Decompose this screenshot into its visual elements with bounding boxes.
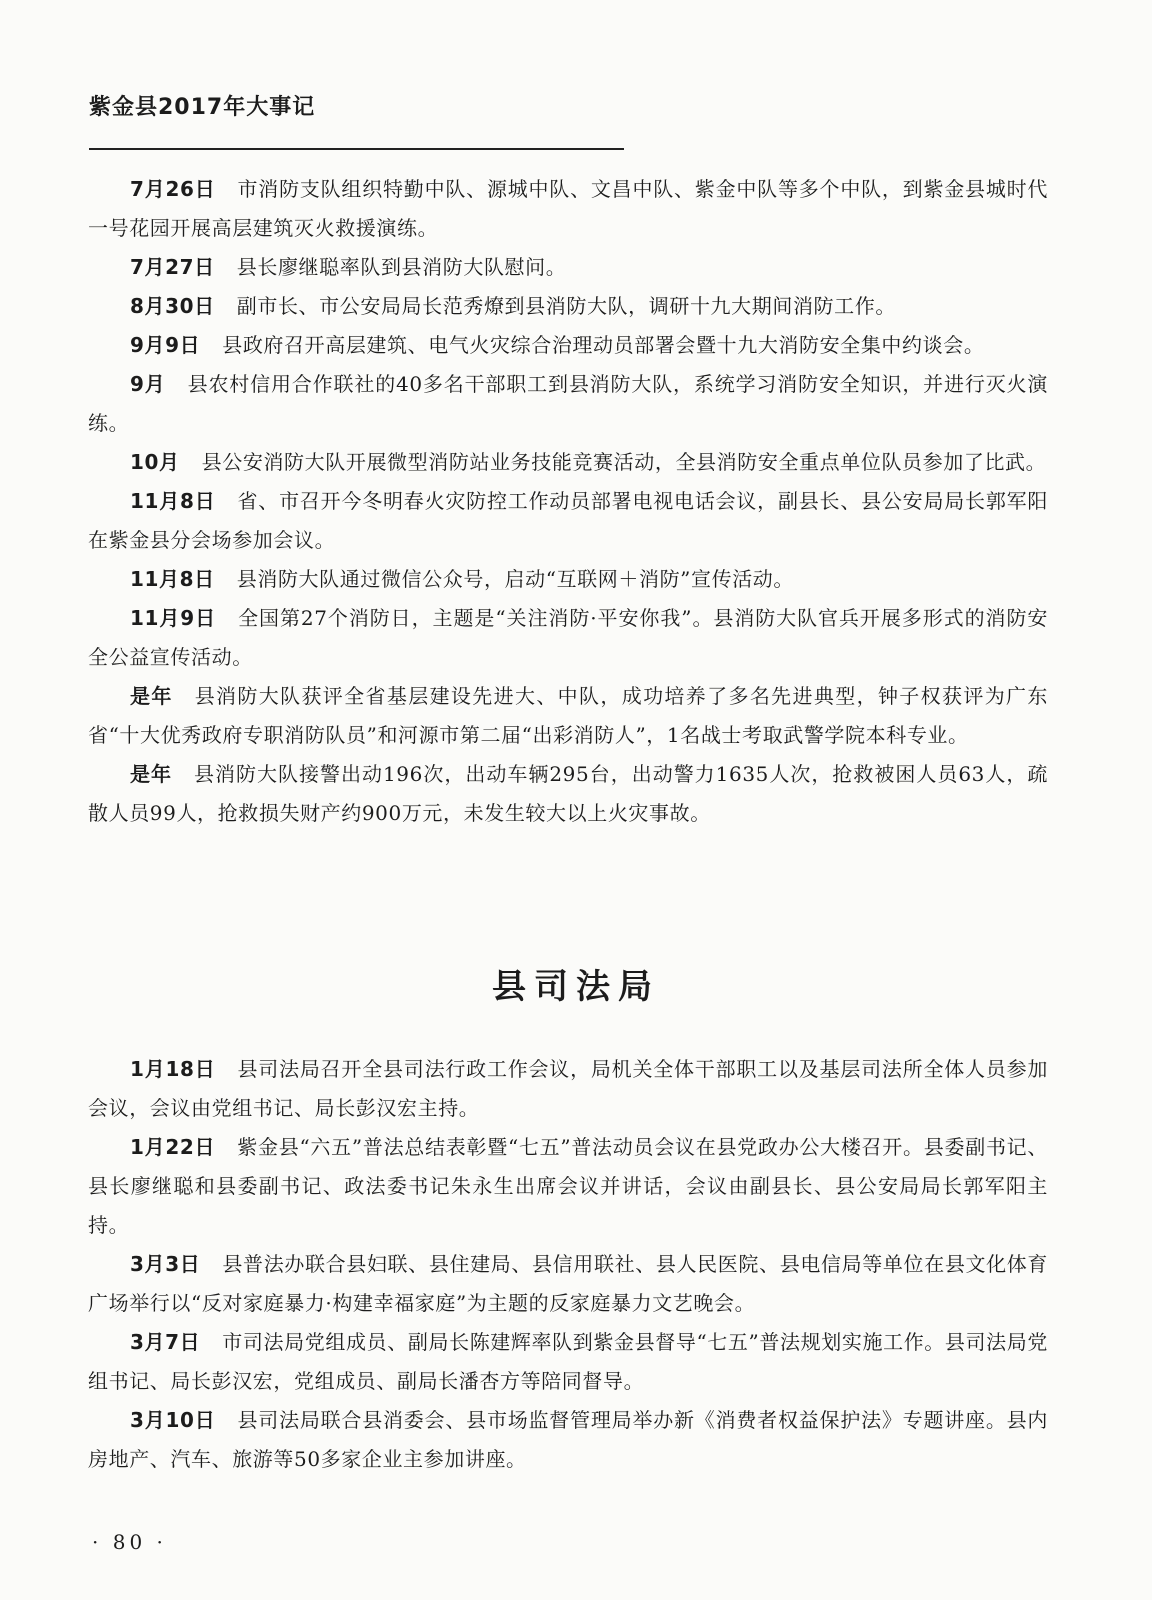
entry-date: 3月3日 bbox=[130, 1252, 201, 1276]
entry-text: 副市长、市公安局局长范秀燎到县消防大队，调研十九大期间消防工作。 bbox=[236, 294, 896, 318]
chronicle-entry bbox=[88, 1401, 1048, 1479]
entry-text: 县消防大队接警出动196次，出动车辆295台，出动警力1635人次，抢救被困人员63人，疏散人员99人，抢救损失财产约900万元，未发生较大以上火灾事故。 bbox=[88, 762, 1048, 825]
entry-date: 是年 bbox=[130, 684, 173, 708]
entry-date: 9月 bbox=[130, 372, 166, 396]
page-number: · 80 · bbox=[92, 1530, 167, 1554]
entry-date: 1月18日 bbox=[130, 1057, 216, 1081]
entry-text: 县消防大队获评全省基层建设先进大、中队，成功培养了多名先进典型，钟子权获评为广东省“十大优秀政府专职消防队员”和河源市第二届“出彩消防人”，1名战士考取武警学院本科专业。 bbox=[88, 684, 1048, 747]
chronicle-entry bbox=[88, 755, 1048, 833]
entry-text: 市消防支队组织特勤中队、源城中队、文昌中队、紫金中队等多个中队，到紫金县城时代一号花园开展高层建筑灭火救援演练。 bbox=[88, 177, 1048, 240]
entry-date: 8月30日 bbox=[130, 294, 215, 318]
justice-bureau-entries bbox=[88, 1050, 1048, 1479]
entry-text: 县公安消防大队开展微型消防站业务技能竞赛活动，全县消防安全重点单位队员参加了比武。 bbox=[201, 450, 1047, 474]
entry-text: 县消防大队通过微信公众号，启动“互联网＋消防”宣传活动。 bbox=[236, 567, 794, 591]
entry-date: 11月9日 bbox=[130, 606, 217, 630]
entry-date: 11月8日 bbox=[130, 567, 215, 591]
entry-date: 7月26日 bbox=[130, 177, 216, 201]
entry-text: 县司法局召开全县司法行政工作会议，局机关全体干部职工以及基层司法所全体人员参加会议，会议由党组书记、局长彭汉宏主持。 bbox=[88, 1057, 1048, 1120]
chronicle-entry bbox=[88, 1128, 1048, 1245]
chronicle-entry bbox=[88, 482, 1048, 560]
entry-text: 紫金县“六五”普法总结表彰暨“七五”普法动员会议在县党政办公大楼召开。县委副书记、县长廖继聪和县委副书记、政法委书记朱永生出席会议并讲话，会议由副县长、县公安局局长郭军阳主持。 bbox=[88, 1135, 1049, 1237]
chronicle-entry bbox=[88, 365, 1048, 443]
entry-text: 县长廖继聪率队到县消防大队慰问。 bbox=[236, 255, 567, 279]
chronicle-entry bbox=[88, 287, 1048, 326]
entry-date: 11月8日 bbox=[130, 489, 216, 513]
chronicle-entry bbox=[88, 1050, 1048, 1128]
section-heading: 县司法局 bbox=[492, 967, 660, 1007]
entry-text: 全国第27个消防日，主题是“关注消防·平安你我”。县消防大队官兵开展多形式的消防安全公益宣传活动。 bbox=[88, 606, 1049, 669]
entry-text: 县政府召开高层建筑、电气火灾综合治理动员部署会暨十九大消防安全集中约谈会。 bbox=[222, 333, 985, 357]
running-header bbox=[89, 92, 624, 150]
entry-text: 县司法局联合县消委会、县市场监督管理局举办新《消费者权益保护法》专题讲座。县内房地产、汽车、旅游等50多家企业主参加讲座。 bbox=[88, 1408, 1048, 1471]
chronicle-entry bbox=[88, 170, 1048, 248]
entry-date: 3月7日 bbox=[130, 1330, 201, 1354]
entry-date: 是年 bbox=[130, 762, 172, 786]
entry-date: 10月 bbox=[130, 450, 180, 474]
chronicle-entry bbox=[88, 1323, 1048, 1401]
entry-date: 3月10日 bbox=[130, 1408, 216, 1432]
chronicle-entry bbox=[88, 326, 1048, 365]
entry-date: 7月27日 bbox=[130, 255, 215, 279]
chronicle-entry bbox=[88, 560, 1048, 599]
chronicle-entry bbox=[88, 599, 1048, 677]
entry-date: 9月9日 bbox=[130, 333, 201, 357]
running-header-title: 紫金县2017年大事记 bbox=[89, 95, 316, 120]
chronicle-entry bbox=[88, 1245, 1048, 1323]
entry-text: 市司法局党组成员、副局长陈建辉率队到紫金县督导“七五”普法规划实施工作。县司法局党组书记、局长彭汉宏，党组成员、副局长潘杏方等陪同督导。 bbox=[88, 1330, 1048, 1393]
entry-text: 县普法办联合县妇联、县住建局、县信用联社、县人民医院、县电信局等单位在县文化体育广场举行以“反对家庭暴力·构建幸福家庭”为主题的反家庭暴力文艺晚会。 bbox=[88, 1252, 1049, 1315]
entry-date: 1月22日 bbox=[130, 1135, 216, 1159]
fire-brigade-entries bbox=[88, 170, 1048, 833]
chronicle-entry bbox=[88, 443, 1048, 482]
chronicle-entry bbox=[88, 248, 1048, 287]
entry-text: 县农村信用合作联社的40多名干部职工到县消防大队，系统学习消防安全知识，并进行灭火演练。 bbox=[88, 372, 1048, 435]
header-rule bbox=[89, 148, 624, 150]
chronicle-entry bbox=[88, 677, 1048, 755]
entry-text: 省、市召开今冬明春火灾防控工作动员部署电视电话会议，副县长、县公安局局长郭军阳在紫金县分会场参加会议。 bbox=[88, 489, 1048, 552]
